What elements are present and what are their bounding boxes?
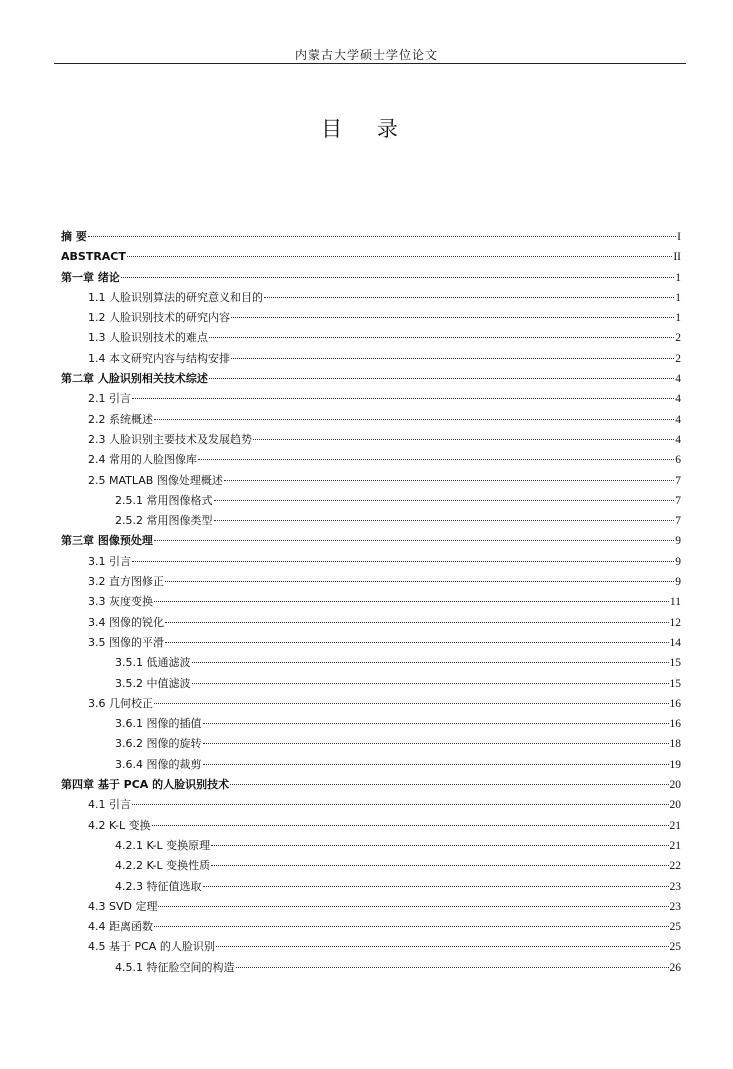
toc-entry-page-number: 4 [675,373,681,386]
toc-entry-label: 4.2.3 特征值选取 [115,879,202,893]
toc-entry-page-number: II [673,251,681,264]
toc-entry[interactable] [61,369,681,389]
toc-entry-label: 3.6.2 图像的旋转 [115,737,202,751]
toc-entry-label: 2.2 系统概述 [88,412,153,426]
toc-entry-label: 第四章 基于 PCA 的人脸识别技术 [61,778,230,792]
toc-entry-label: 2.5.2 常用图像类型 [115,514,213,528]
toc-dot-leader [211,865,668,866]
toc-dot-leader [132,398,674,399]
toc-entry-label: ABSTRACT [61,250,126,264]
toc-dot-leader [203,723,669,724]
toc-entry-page-number: 23 [669,900,681,913]
toc-entry-label: 3.6.4 图像的裁剪 [115,757,202,771]
toc-entry[interactable] [61,531,681,551]
toc-entry-page-number: 7 [675,494,681,507]
toc-dot-leader [132,561,674,562]
toc-entry-page-number: 2 [675,332,681,345]
toc-entry[interactable] [61,450,681,470]
toc-entry[interactable] [61,755,681,775]
toc-dot-leader [209,337,674,338]
toc-entry-page-number: 25 [669,941,681,954]
toc-entry-label: 4.3 SVD 定理 [88,899,158,913]
toc-entry[interactable] [61,572,681,592]
toc-entry-page-number: 21 [669,819,681,832]
toc-dot-leader [253,439,674,440]
toc-dot-leader [165,622,669,623]
toc-entry[interactable] [61,349,681,369]
toc-dot-leader [231,358,674,359]
header-rule [54,63,686,64]
page-title: 目 录 [321,117,412,141]
toc-entry[interactable] [61,471,681,491]
toc-entry-label: 1.2 人脸识别技术的研究内容 [88,311,230,325]
toc-dot-leader [165,642,669,643]
toc-entry-label: 3.6.1 图像的插值 [115,717,202,731]
toc-dot-leader [198,459,674,460]
toc-entry[interactable] [61,917,681,937]
toc-dot-leader [192,683,669,684]
toc-entry-page-number: 11 [669,596,681,609]
toc-entry-label: 摘 要 [61,230,87,243]
toc-entry-page-number: 1 [675,271,681,284]
toc-entry-page-number: 16 [669,697,681,710]
toc-entry-label: 2.4 常用的人脸图像库 [88,453,197,467]
toc-entry-label: 3.5.1 低通滤波 [115,656,191,670]
toc-entry-page-number: 9 [675,555,681,568]
toc-entry[interactable] [61,816,681,836]
toc-entry-label: 1.1 人脸识别算法的研究意义和目的 [88,290,263,304]
toc-entry-page-number: 4 [675,413,681,426]
toc-entry-page-number: 22 [669,860,681,873]
toc-entry-label: 2.3 人脸识别主要技术及发展趋势 [88,432,252,446]
toc-entry-page-number: 2 [675,352,681,365]
toc-entry[interactable] [61,328,681,348]
toc-entry-page-number: 16 [669,718,681,731]
toc-entry[interactable] [61,511,681,531]
toc-entry-page-number: 7 [675,515,681,528]
toc-dot-leader [154,703,669,704]
toc-dot-leader [165,581,674,582]
toc-entry-label: 第二章 人脸识别相关技术综述 [61,372,208,386]
toc-entry-label: 3.5.2 中值滤波 [115,676,191,690]
toc-entry-label: 3.5 图像的平滑 [88,635,164,649]
toc-entry[interactable] [61,308,681,328]
toc-dot-leader [152,825,669,826]
toc-entry[interactable] [61,734,681,754]
toc-dot-leader [211,845,668,846]
toc-entry[interactable] [61,937,681,957]
toc-entry-page-number: 9 [675,576,681,589]
toc-entry-page-number: 4 [675,393,681,406]
table-of-contents [61,227,681,978]
toc-dot-leader [216,946,669,947]
toc-entry[interactable] [61,653,681,673]
toc-entry[interactable] [61,897,681,917]
toc-entry[interactable] [61,958,681,978]
toc-entry[interactable] [61,795,681,815]
toc-entry[interactable] [61,836,681,856]
toc-entry-page-number: 23 [669,880,681,893]
toc-entry-page-number: 20 [669,799,681,812]
toc-dot-leader [214,520,675,521]
toc-dot-leader [154,419,674,420]
toc-entry[interactable] [61,552,681,572]
toc-entry-page-number: 4 [675,433,681,446]
toc-entry-label: 4.5.1 特征脸空间的构造 [115,960,235,974]
toc-entry[interactable] [61,410,681,430]
toc-dot-leader [154,540,674,541]
toc-entry[interactable] [61,877,681,897]
toc-dot-leader [203,764,669,765]
toc-dot-leader [121,277,674,278]
toc-dot-leader [224,480,674,481]
toc-dot-leader [88,236,676,237]
toc-dot-leader [203,886,669,887]
toc-entry-label: 3.1 引言 [88,554,131,568]
toc-entry-page-number: 6 [675,454,681,467]
running-header: 内蒙古大学硕士学位论文 [294,48,438,62]
toc-entry-page-number: 15 [669,657,681,670]
toc-entry-page-number: 25 [669,921,681,934]
toc-dot-leader [236,967,669,968]
toc-dot-leader [203,743,669,744]
toc-entry-page-number: 20 [669,779,681,792]
toc-entry[interactable] [61,613,681,633]
toc-entry-label: 1.3 人脸识别技术的难点 [88,331,208,345]
toc-dot-leader [154,926,669,927]
toc-dot-leader [231,317,674,318]
toc-entry-label: 4.2.1 K-L 变换原理 [115,838,211,852]
toc-entry-page-number: 7 [675,474,681,487]
toc-entry-label: 3.4 图像的锐化 [88,615,164,629]
toc-entry-page-number: 14 [669,636,681,649]
toc-dot-leader [264,297,674,298]
toc-entry-page-number: I [677,231,681,243]
toc-entry-label: 1.4 本文研究内容与结构安排 [88,351,230,365]
toc-dot-leader [192,662,669,663]
toc-entry-page-number: 12 [669,616,681,629]
toc-entry[interactable] [61,430,681,450]
toc-entry-page-number: 9 [675,535,681,548]
toc-entry-page-number: 19 [669,758,681,771]
toc-entry-label: 3.3 灰度变换 [88,595,153,609]
toc-entry[interactable] [61,856,681,876]
toc-entry[interactable] [61,694,681,714]
toc-dot-leader [209,378,674,379]
toc-entry[interactable] [61,389,681,409]
toc-entry[interactable] [61,227,681,247]
toc-dot-leader [230,784,668,785]
toc-entry[interactable] [61,268,681,288]
toc-entry-label: 4.1 引言 [88,798,131,812]
toc-entry[interactable] [61,633,681,653]
toc-entry[interactable] [61,592,681,612]
toc-entry[interactable] [61,491,681,511]
toc-entry-page-number: 18 [669,738,681,751]
toc-dot-leader [158,906,668,907]
toc-entry-label: 3.2 直方图修正 [88,575,164,589]
toc-entry-label: 3.6 几何校正 [88,696,153,710]
toc-entry[interactable] [61,775,681,795]
toc-dot-leader [214,500,675,501]
toc-entry-label: 第一章 绪论 [61,270,120,284]
toc-entry-page-number: 1 [675,312,681,325]
toc-entry-page-number: 26 [669,961,681,974]
toc-dot-leader [132,804,669,805]
toc-entry-label: 2.1 引言 [88,392,131,406]
toc-entry-label: 第三章 图像预处理 [61,534,153,548]
toc-entry[interactable] [61,247,681,267]
toc-dot-leader [154,601,669,602]
toc-entry[interactable] [61,714,681,734]
toc-entry-label: 4.4 距离函数 [88,920,153,934]
toc-entry-page-number: 21 [669,839,681,852]
toc-entry-page-number: 15 [669,677,681,690]
toc-entry-page-number: 1 [675,291,681,304]
toc-entry[interactable] [61,288,681,308]
toc-dot-leader [127,256,672,257]
toc-entry[interactable] [61,674,681,694]
toc-entry-label: 4.2.2 K-L 变换性质 [115,859,211,873]
toc-entry-label: 4.2 K-L 变换 [88,818,151,832]
toc-entry-label: 2.5 MATLAB 图像处理概述 [88,473,223,487]
toc-entry-label: 2.5.1 常用图像格式 [115,493,213,507]
toc-entry-label: 4.5 基于 PCA 的人脸识别 [88,940,215,954]
